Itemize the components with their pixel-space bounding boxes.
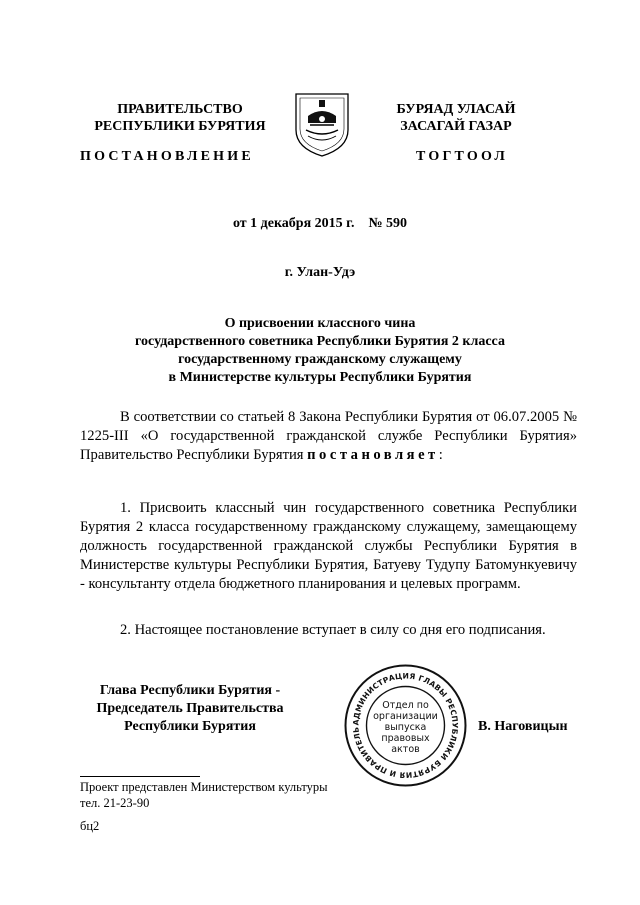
preamble-paragraph bbox=[80, 408, 577, 465]
document-title bbox=[60, 315, 580, 387]
government-name-buryat-line2: ЗАСАГАЙ ГАЗАР bbox=[400, 119, 512, 134]
title-line: в Министерстве культуры Республики Бурятия bbox=[168, 370, 472, 385]
footer-code: бц2 bbox=[80, 819, 100, 833]
official-stamp bbox=[343, 663, 468, 788]
signatory-name: В. Наговицын bbox=[478, 719, 568, 734]
signatory-title-line3: Республики Бурятия bbox=[124, 719, 256, 734]
footer-phone: тел. 21-23-90 bbox=[80, 796, 150, 810]
stamp-center-line: правовых bbox=[381, 733, 430, 744]
stamp-center-line: выпуска bbox=[384, 722, 427, 733]
government-name-buryat-line1: БУРЯАД УЛАСАЙ bbox=[396, 102, 516, 117]
signatory-title-line2: Председатель Правительства bbox=[96, 701, 284, 716]
document-date: от 1 декабря 2015 г. bbox=[232, 216, 355, 231]
stamp-center-line: Отдел по bbox=[382, 700, 429, 711]
document-city: г. Улан-Удэ bbox=[284, 265, 356, 280]
footer-divider bbox=[80, 776, 200, 777]
clause-1: 1. Присвоить классный чин государственного советника Республики Бурятия 2 класса государственному гражданскому служащему, замещающему должность государственной гражданской службы Республики Бурятия в Министерстве культуры Республики Бурятия, Батуеву Тудупу Батомункуевичу - консультанту отдела бюджетного планирования и целевых программ. bbox=[80, 500, 577, 592]
preamble-decree-word: постановляет bbox=[307, 447, 439, 463]
title-line: О присвоении классного чина bbox=[224, 316, 416, 331]
preamble-colon: : bbox=[438, 447, 443, 463]
government-name-line2: РЕСПУБЛИКИ БУРЯТИЯ bbox=[94, 119, 266, 134]
stamp-center-line: организации bbox=[373, 711, 438, 722]
clause-2: 2. Настоящее постановление вступает в силу со дня его подписания. bbox=[120, 622, 546, 638]
government-name-line1: ПРАВИТЕЛЬСТВО bbox=[117, 102, 243, 117]
document-number: № 590 bbox=[368, 216, 408, 231]
coat-of-arms-icon bbox=[292, 92, 352, 158]
stamp-ring-text: АДМИНИСТРАЦИЯ ГЛАВЫ РЕСПУБЛИКИ БУРЯТИЯ И ПРАВИТЕЛЬ bbox=[351, 671, 460, 780]
title-line: государственному гражданскому служащему bbox=[178, 352, 462, 367]
signatory-title-line1: Глава Республики Бурятия - bbox=[99, 683, 281, 698]
stamp-center-line: актов bbox=[391, 744, 420, 755]
doc-type-russian: ПОСТАНОВЛЕНИЕ bbox=[80, 149, 254, 164]
footer-note: Проект представлен Министерством культуры bbox=[80, 780, 328, 794]
preamble-text: В соответствии со статьей 8 Закона Республики Бурятия от 06.07.2005 № 1225-III «О государственной гражданской службе Республики Бурятия» Правительство Республики Бурятия bbox=[80, 409, 577, 463]
doc-type-buryat: ТОГТООЛ bbox=[416, 149, 509, 164]
title-line: государственного советника Республики Бурятия 2 класса bbox=[135, 334, 505, 349]
